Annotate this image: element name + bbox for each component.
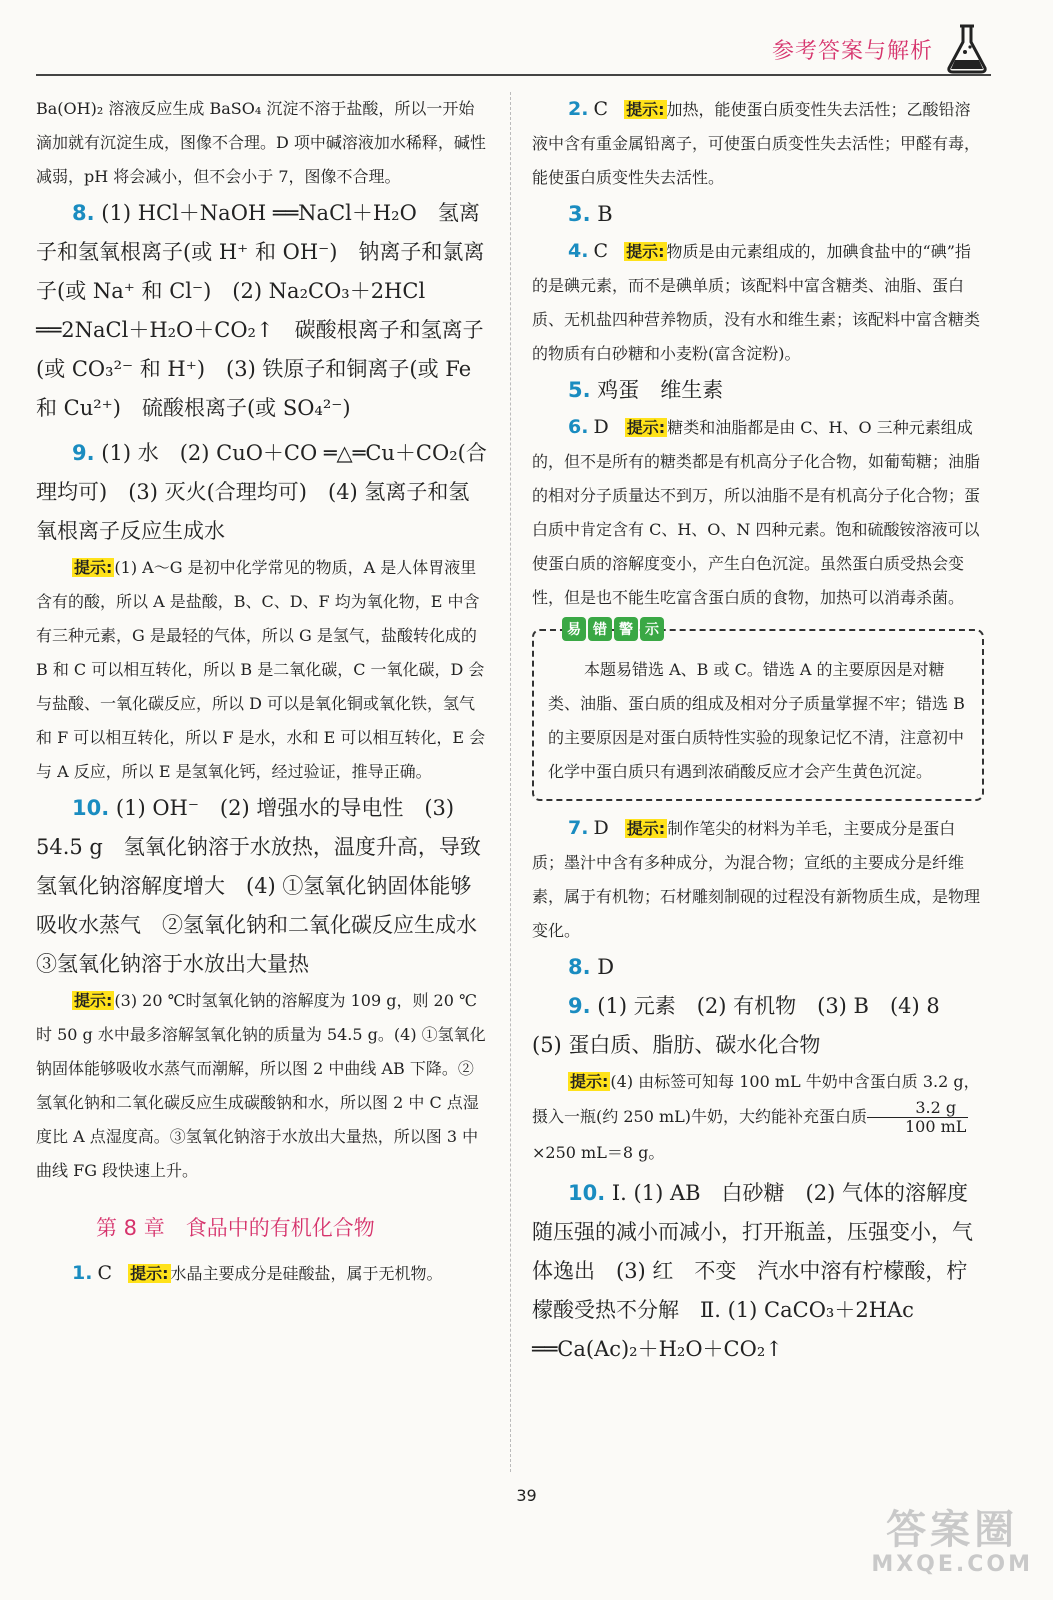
page-number: 39: [516, 1486, 537, 1505]
answer-choice: D: [593, 817, 609, 839]
hint-label: 提示:: [626, 819, 666, 838]
answer-number: 9.: [568, 994, 591, 1018]
fraction-numerator: 3.2 g: [867, 1099, 968, 1118]
hint-text: 糖类和油脂都是由 C、H、O 三种元素组成的，但不是所有的糖类都是有机高分子化合物，如葡萄糖；油脂的相对分子质量达不到万，所以油脂不是有机高分子化合物；蛋白质中肯定含有 C、H、O、N 四种元素。饱和硫酸铵溶液可以使蛋白质的溶解度变小，产生白色沉淀。虽然蛋白质受热会变性，但是也不能生吃富含蛋白质的食物，加热可以消毒杀菌。: [532, 418, 981, 607]
answer-number: 10.: [568, 1181, 606, 1205]
answer-text: (1) 水 (2) CuO＋CO ═△═Cu＋CO₂(合理均可) (3) 灭火(合理均可) (4) 氢离子和氢氧根离子反应生成水: [36, 441, 487, 543]
answer-number: 10.: [72, 796, 110, 820]
answer-number: 3.: [568, 202, 591, 226]
warning-tag-char: 易: [562, 617, 586, 641]
warning-text: 本题易错选 A、B 或 C。错选 A 的主要原因是对糖类、油脂、蛋白质的组成及相对分子质量掌握不牢；错选 B 的主要原因是对蛋白质特性实验的现象记忆不清，注意初中化学中蛋白质只有遇到浓硝酸反应才会产生黄色沉淀。: [548, 660, 965, 781]
answer-number: 2.: [568, 98, 589, 120]
answer-choice: C: [97, 1262, 113, 1284]
answer-choice: C: [593, 98, 609, 120]
header-title: 参考答案与解析: [771, 39, 933, 64]
fraction-denominator: 100 mL: [905, 1117, 967, 1136]
answer-c8: [532, 948, 984, 987]
warning-tag-char: 警: [614, 617, 638, 641]
watermark: [871, 1508, 1033, 1577]
hint-label: 提示:: [626, 418, 666, 437]
hint-label: 提示:: [570, 1072, 609, 1091]
fraction-result: ×250 mL＝8 g。: [532, 1143, 665, 1162]
answer-number: 8.: [72, 201, 95, 225]
answer-c6: [532, 410, 984, 615]
answer-c3: [532, 195, 984, 234]
fraction: [867, 1099, 968, 1136]
answer-c9: [532, 987, 984, 1065]
hint-text: 加热，能使蛋白质变性失去活性；乙酸铅溶液中含有重金属铅离子，可使蛋白质变性失去活性；甲醛有毒，能使蛋白质变性失去活性。: [532, 100, 981, 187]
answer-number: 9.: [72, 441, 95, 465]
warning-tag: [562, 617, 664, 641]
warning-tag-char: 示: [640, 617, 664, 641]
hint-text: 物质是由元素组成的，加碘食盐中的“碘”指的是碘元素，而不是碘单质；该配料中富含糖类、油脂、蛋白质、无机盐四种营养物质，没有水和维生素；该配料中富含糖类的物质有白砂糖和小麦粉(富含淀粉)。: [532, 242, 981, 363]
answer-number: 1.: [72, 1262, 93, 1284]
answer-c5: [532, 371, 984, 410]
hint-label: 提示:: [130, 1264, 169, 1283]
answer-number: 6.: [568, 416, 589, 438]
answer-10: [36, 789, 498, 984]
hint-text: (4) 由标签可知每 100 mL 牛奶中含蛋白质 3.2 g，摄入一瓶(约 250 mL)牛奶，大约能补充蛋白质: [532, 1072, 980, 1126]
answer-choice: C: [593, 240, 609, 262]
intro-paragraph: Ba(OH)₂ 溶液反应生成 BaSO₄ 沉淀不溶于盐酸，所以一开始滴加就有沉淀生成，图像不合理。D 项中碱溶液加水稀释，碱性减弱，pH 将会减小，但不会小于 7，图像不合理。: [36, 99, 486, 186]
flask-icon: [943, 22, 991, 74]
watermark-logo: 答案圈: [886, 1507, 1019, 1553]
hint-9: [36, 551, 488, 789]
watermark-url: MXQE.COM: [871, 1552, 1033, 1577]
answer-choice: B: [597, 202, 613, 226]
error-warning-box: [532, 622, 984, 801]
answer-choice: 鸡蛋 维生素: [597, 378, 724, 402]
answer-number: 5.: [568, 378, 591, 402]
column-divider: [510, 92, 511, 1472]
answer-9: [36, 434, 488, 551]
answer-c2: [532, 92, 984, 195]
hint-label: 提示:: [626, 242, 665, 261]
hint-label: 提示:: [74, 991, 113, 1010]
hint-label: 提示:: [74, 558, 113, 577]
answer-choice: D: [597, 955, 615, 979]
hint-text: 制作笔尖的材料为羊毛，主要成分是蛋白质；墨汁中含有多种成分，为混合物；宣纸的主要成分是纤维素，属于有机物；石材雕刻制砚的过程没有新物质生成，是物理变化。: [532, 819, 981, 940]
answer-choice: D: [593, 416, 609, 438]
hint-label: 提示:: [626, 100, 665, 119]
answer-number: 7.: [568, 817, 589, 839]
answer-c1: [36, 1256, 488, 1291]
hint-text: (1) A～G 是初中化学常见的物质，A 是人体胃液里含有的酸，所以 A 是盐酸，B、C、D、F 均为氧化物，E 中含有三种元素，G 是最轻的气体，所以 G 是氢气，盐酸转化成的 B 和 C 可以相互转化，所以 B 是二氧化碳，C 一氧化碳，D 会与盐酸、一氧化碳反应，所以 D 可以是氧化铜或氧化铁，氢气和 F 可以相互转化，所以 F 是水，水和 E 可以相互转化，E 会与 A 反应，所以 E 是氢氧化钙，经过验证，推导正确。: [36, 558, 486, 781]
hint-text: (3) 20 ℃时氢氧化钠的溶解度为 109 g，则 20 ℃时 50 g 水中最多溶解氢氧化钠的质量为 54.5 g。(4) ①氢氧化钠固体能够吸收水蒸气而潮解，所以图 2 中曲线 AB 下降。②氢氧化钠和二氧化碳反应生成碳酸钠和水，所以图 2 中 C 点湿度比 A 点湿度高。③氢氧化钠溶于水放出大量热，所以图 3 中曲线 FG 段快速上升。: [36, 991, 486, 1180]
hint-c9: [532, 1065, 984, 1170]
right-column: [532, 92, 984, 1369]
left-column: [36, 92, 498, 1291]
warning-tag-char: 错: [588, 617, 612, 641]
page-header: [0, 0, 1053, 80]
answer-c4: [532, 234, 984, 371]
answer-text: (1) OH⁻ (2) 增强水的导电性 (3) 54.5 g 氢氧化钠溶于水放热，温度升高，导致氢氧化钠溶解度增大 (4) ①氢氧化钠固体能够吸收水蒸气 ②氢氧化钠和二氧化碳反应生成水 ③氢氧化钠溶于水放出大量热: [36, 796, 498, 976]
hint-10: [36, 984, 488, 1188]
chapter-title: 第 8 章 食品中的有机化合物: [96, 1216, 375, 1240]
answer-c10: [532, 1174, 984, 1369]
answer-number: 4.: [568, 240, 589, 262]
answer-text: (1) HCl＋NaOH ══NaCl＋H₂O 氢离子和氢氧根离子(或 H⁺ 和 OH⁻) 钠离子和氯离子(或 Na⁺ 和 Cl⁻) (2) Na₂CO₃＋2HCl ══2NaCl＋H₂O＋CO₂↑ 碳酸根离子和氢离子(或 CO₃²⁻ 和 H⁺) (3) 铁原子和铜离子(或 Fe 和 Cu²⁺) 硫酸根离子(或 SO₄²⁻): [36, 201, 485, 420]
header-rule: [36, 74, 991, 76]
answer-8: [36, 194, 488, 428]
answer-text: (1) 元素 (2) 有机物 (3) B (4) 8 (5) 蛋白质、脂肪、碳水化合物: [532, 994, 961, 1057]
answer-number: 8.: [568, 955, 591, 979]
answer-c7: [532, 811, 984, 948]
answer-text: Ⅰ. (1) AB 白砂糖 (2) 气体的溶解度随压强的减小而减小，打开瓶盖，压强变小，气体逸出 (3) 红 不变 汽水中溶有柠檬酸，柠檬酸受热不分解 Ⅱ. (1) CaCO₃＋2HAc ══Ca(Ac)₂＋H₂O＋CO₂↑: [532, 1181, 973, 1361]
hint-text: 水晶主要成分是硅酸盐，属于无机物。: [170, 1264, 443, 1283]
